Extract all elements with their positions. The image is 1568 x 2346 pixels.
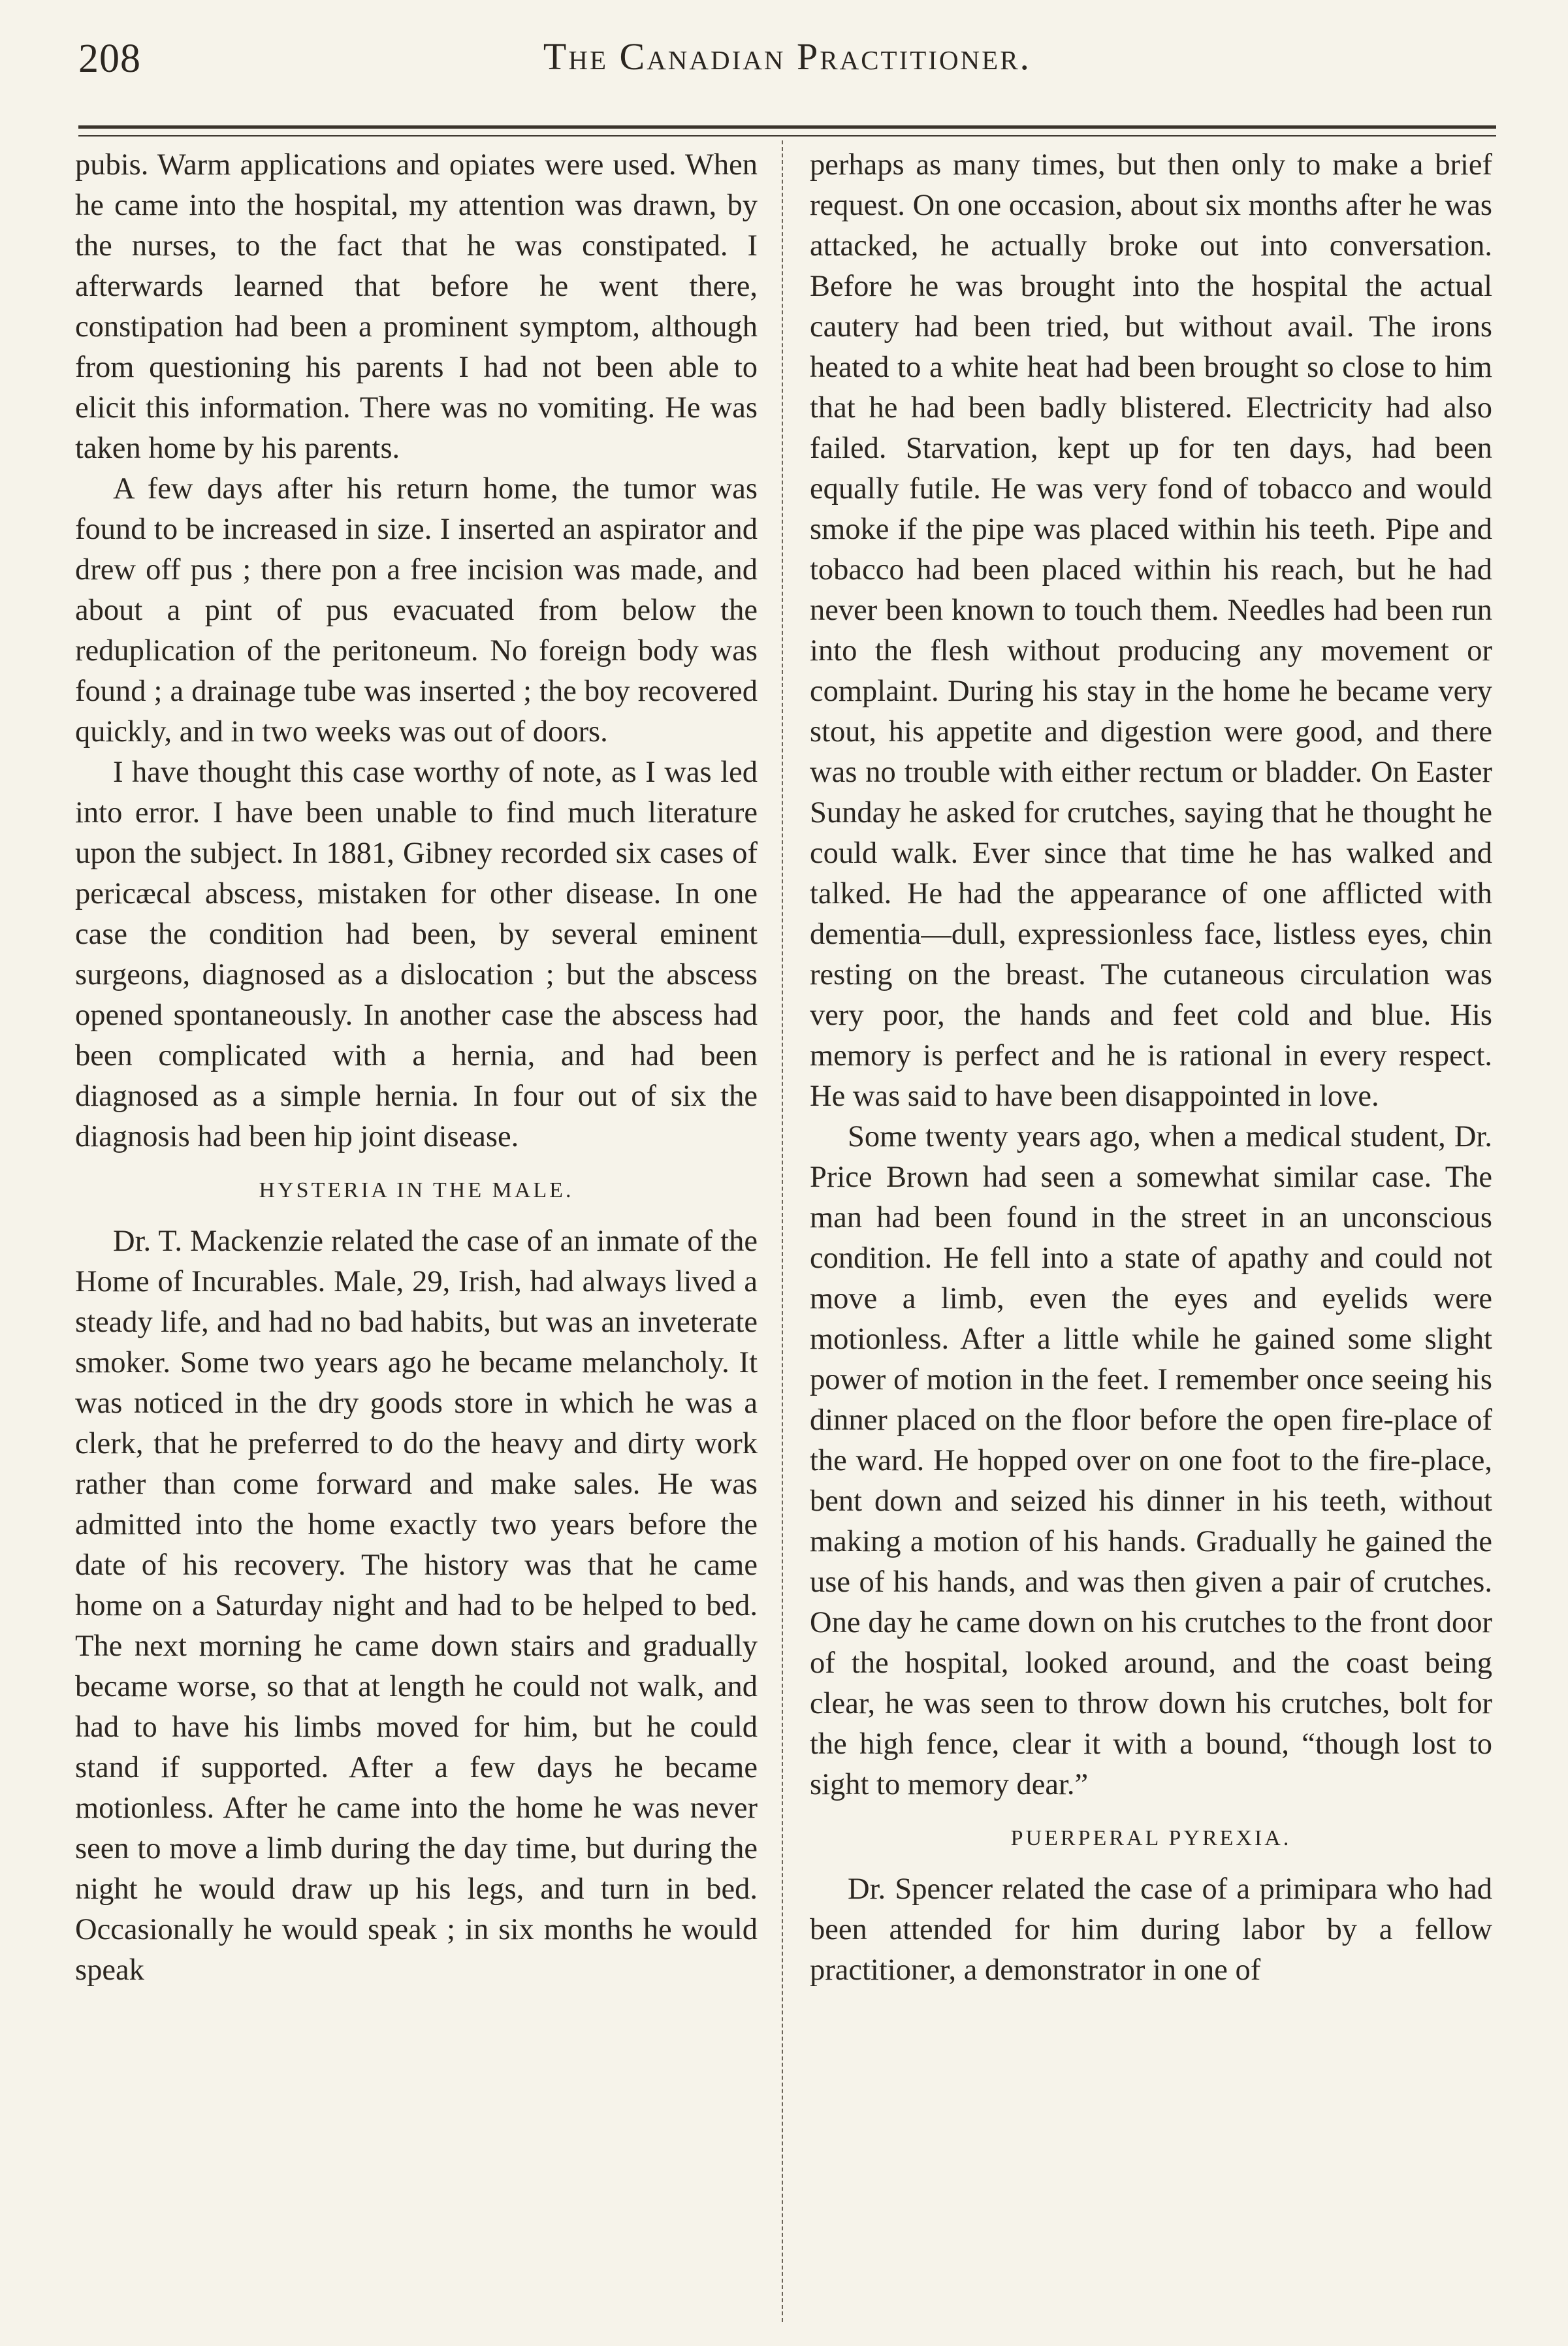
paragraph: Some twenty years ago, when a medical student, Dr. Price Brown had seen a somewhat similar case. The man had been found in the street in an unconscious condition. He fell into a state of apathy and could not move a limb, even the eyes and eyelids were motionless. After a little while he gained some slight power of motion in the feet. I remember once seeing his dinner placed on the floor before the open fire-place of the ward. He hopped over on one foot to the fire-place, bent down and seized his dinner in his teeth, without making a motion of his hands. Gradually he gained the use of his hands, and was then given a pair of crutches. One day he came down on his crutches to the front door of the hospital, looked around, and the coast being clear, he was seen to throw down his crutches, bolt for the high fence, clear it with a bound, “though lost to sight to memory dear.” bbox=[810, 1120, 1492, 1801]
page-header bbox=[78, 29, 1496, 101]
paragraph: perhaps as many times, but then only to make a brief request. On one occasion, about six months after he was attacked, he actually broke out into conversation. Before he was brought into the hospital the actual cautery had been tried, but without avail. The irons heated to a white heat had been brought so close to him that he had been badly blistered. Electricity had also failed. Starvation, kept up for ten days, had been equally futile. He was very fond of tobacco and would smoke if the pipe was placed within his teeth. Pipe and tobacco had been placed within his reach, but he had never been known to touch them. Needles had been run into the flesh without producing any movement or complaint. During his stay in the home he became very stout, his appetite and digestion were good, and there was no trouble with either rectum or bladder. On Easter Sunday he asked for crutches, saying that he thought he could walk. Ever since that time he has walked and talked. He had the appearance of one afflicted with dementia—dull, expressionless face, listless eyes, chin resting on the breast. The cutaneous circulation was very poor, the hands and feet cold and blue. His memory is perfect and he is rational in every respect. He was said to have been disappointed in love. bbox=[810, 148, 1492, 1113]
paragraph: Dr. Spencer related the case of a primipara who had been attended for him during labor by a fellow practitioner, a demonstrator in one of bbox=[810, 1872, 1492, 1987]
right-column bbox=[810, 145, 1492, 1991]
column-divider bbox=[782, 140, 783, 2322]
paragraph: pubis. Warm applications and opiates were used. When he came into the hospital, my attention was drawn, by the nurses, to the fact that he was constipated. I afterwards learned that before he went there, constipation had been a prominent symptom, although from questioning his parents I had not been able to elicit this information. There was no vomiting. He was taken home by his parents. bbox=[75, 148, 758, 465]
paragraph: Dr. T. Mackenzie related the case of an inmate of the Home of Incurables. Male, 29, Irish, had always lived a steady life, and had no bad habits, but was an inveterate smoker. Some two years ago he became melancholy. It was noticed in the dry goods store in which he was a clerk, that he preferred to do the heavy and dirty work rather than come forward and make sales. He was admitted into the home exactly two years before the date of his recovery. The history was that he came home on a Saturday night and had to be helped to bed. The next morning he came down stairs and gradually became worse, so that at length he could not walk, and had to have his limbs moved for him, but he could stand if supported. After a few days he became motionless. After he came into the home he was never seen to move a limb during the day time, but during the night he would draw up his legs, and turn in bed. Occasionally he would speak ; in six months he would speak bbox=[75, 1225, 758, 1987]
left-column bbox=[75, 145, 758, 1991]
running-title: The Canadian Practitioner. bbox=[543, 35, 1032, 78]
page-number: 208 bbox=[78, 37, 141, 81]
paragraph: I have thought this case worthy of note, as I was led into error. I have been unable to find much literature upon the subject. In 1881, Gibney recorded six cases of pericæcal abscess, mistaken for other disease. In one case the condition had been, by several eminent surgeons, diagnosed as a dislocation ; but the abscess opened spontaneously. In another case the abscess had been complicated with a hernia, and had been diagnosed as a simple hernia. In four out of six the diagnosis had been hip joint disease. bbox=[75, 756, 758, 1153]
paragraph: A few days after his return home, the tumor was found to be increased in size. I inserted an aspirator and drew off pus ; there pon a free incision was made, and about a pint of pus evacuated from below the reduplication of the peritoneum. No foreign body was found ; a drainage tube was inserted ; the boy recovered quickly, and in two weeks was out of doors. bbox=[75, 472, 758, 748]
header-rule-thin bbox=[78, 135, 1496, 137]
section-heading: PUERPERAL PYREXIA. bbox=[1010, 1826, 1292, 1850]
section-heading: HYSTERIA IN THE MALE. bbox=[259, 1178, 574, 1202]
header-rule-thick bbox=[78, 125, 1496, 129]
